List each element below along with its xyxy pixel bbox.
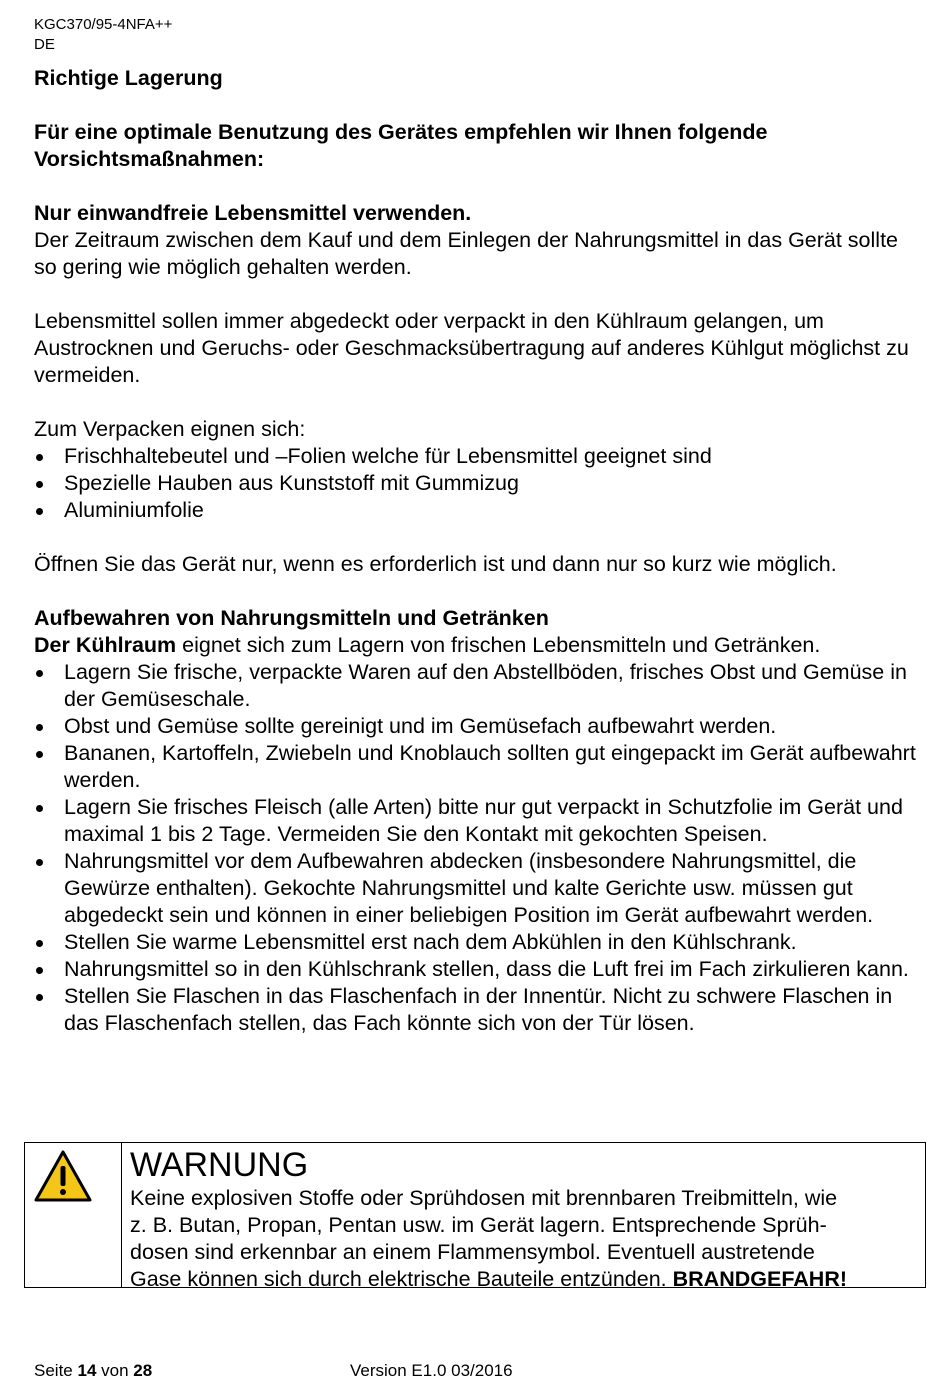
document-header [34, 15, 172, 55]
list-item: Nahrungsmittel vor dem Aufbewahren abdecken (insbesondere Nahrungsmittel, die Gewürze enthalten). Gekochte Nahrungsmittel und kalte Gerichte usw. müssen gut abgedeckt sein und können in einer beliebigen Position im Gerät aufbewahrt werden. [34, 848, 924, 929]
section1-heading: Nur einwandfreie Lebensmittel verwenden. [34, 201, 472, 225]
list-item: Bananen, Kartoffeln, Zwiebeln und Knoblauch sollten gut eingepackt im Gerät aufbewahrt werden. [34, 740, 924, 794]
warning-triangle-icon [33, 1149, 93, 1204]
storage-lead: Der Kühlraum eignet sich zum Lagern von frischen Lebensmitteln und Getränken. [34, 633, 821, 657]
storage-heading: Aufbewahren von Nahrungsmitteln und Getränken [34, 606, 549, 630]
warning-line: z. B. Butan, Propan, Pentan usw. im Gerät lagern. Entsprechende Sprüh- [130, 1213, 827, 1237]
model-number: KGC370/95-4NFA++ [34, 16, 173, 33]
list-item: Obst und Gemüse sollte gereinigt und im Gemüsefach aufbewahrt werden. [34, 713, 924, 740]
warning-title: WARNUNG [130, 1146, 309, 1184]
page-title: Richtige Lagerung [34, 66, 223, 90]
list-item: Lagern Sie frisches Fleisch (alle Arten) bitte nur gut verpackt in Schutzfolie im Gerät und maximal 1 bis 2 Tage. Vermeiden Sie den Kontakt mit gekochten Speisen. [34, 794, 924, 848]
version-label: Version E1.0 03/2016 [350, 1361, 513, 1380]
paragraph-covering: Lebensmittel sollen immer abgedeckt oder verpackt in den Kühlraum gelangen, um Austrocknen und Geruchs- oder Geschmacksübertragung auf anderes Kühlgut möglichst zu vermeiden. [34, 309, 909, 387]
fire-hazard-emphasis: BRANDGEFAHR! [672, 1267, 848, 1291]
packing-lead: Zum Verpacken eignen sich: [34, 417, 306, 441]
bullet-icon [36, 994, 43, 1001]
warning-box [24, 1142, 926, 1291]
warning-line: dosen sind erkennbar an einem Flammensymbol. Eventuell austretende [130, 1240, 815, 1264]
bullet-icon [36, 454, 43, 461]
storage-list [34, 659, 924, 1037]
section1-text: Der Zeitraum zwischen dem Kauf und dem Einlegen der Nahrungsmittel in das Gerät sollte so gering wie möglich gehalten werden. [34, 228, 898, 279]
language-code: DE [34, 36, 55, 53]
bullet-icon [36, 751, 43, 758]
bullet-icon [36, 724, 43, 731]
packing-list [34, 443, 924, 524]
list-item: Frischhaltebeutel und –Folien welche für Lebensmittel geeignet sind [34, 443, 924, 470]
bullet-icon [36, 805, 43, 812]
list-item: Nahrungsmittel so in den Kühlschrank stellen, dass die Luft frei im Fach zirkulieren kann. [34, 956, 924, 983]
list-item: Lagern Sie frische, verpackte Waren auf den Abstellböden, frisches Obst und Gemüse in der Gemüseschale. [34, 659, 924, 713]
warning-line: Keine explosiven Stoffe oder Sprühdosen mit brennbaren Treibmitteln, wie [130, 1186, 838, 1210]
list-item: Stellen Sie Flaschen in das Flaschenfach in der Innentür. Nicht zu schwere Flaschen in das Flaschenfach stellen, das Fach könnte sich von der Tür lösen. [34, 983, 924, 1037]
warning-content [122, 1143, 848, 1291]
list-item: Spezielle Hauben aus Kunststoff mit Gummizug [34, 470, 924, 497]
paragraph-opening: Öffnen Sie das Gerät nur, wenn es erforderlich ist und dann nur so kurz wie möglich. [34, 552, 837, 576]
bullet-icon [36, 859, 43, 866]
bullet-icon [36, 670, 43, 677]
list-item: Aluminiumfolie [34, 497, 924, 524]
bullet-icon [36, 940, 43, 947]
page-number: Seite 14 von 28 [34, 1361, 153, 1380]
document-body [34, 65, 924, 1037]
bullet-icon [36, 481, 43, 488]
list-item: Stellen Sie warme Lebensmittel erst nach dem Abkühlen in den Kühlschrank. [34, 929, 924, 956]
warning-icon-cell [25, 1143, 122, 1287]
bullet-icon [36, 967, 43, 974]
warning-line: Gase können sich durch elektrische Bauteile entzünden. BRANDGEFAHR! [130, 1267, 848, 1291]
intro-text: Für eine optimale Benutzung des Gerätes empfehlen wir Ihnen folgende Vorsichtsmaßnahmen: [34, 120, 768, 171]
bullet-icon [36, 508, 43, 515]
